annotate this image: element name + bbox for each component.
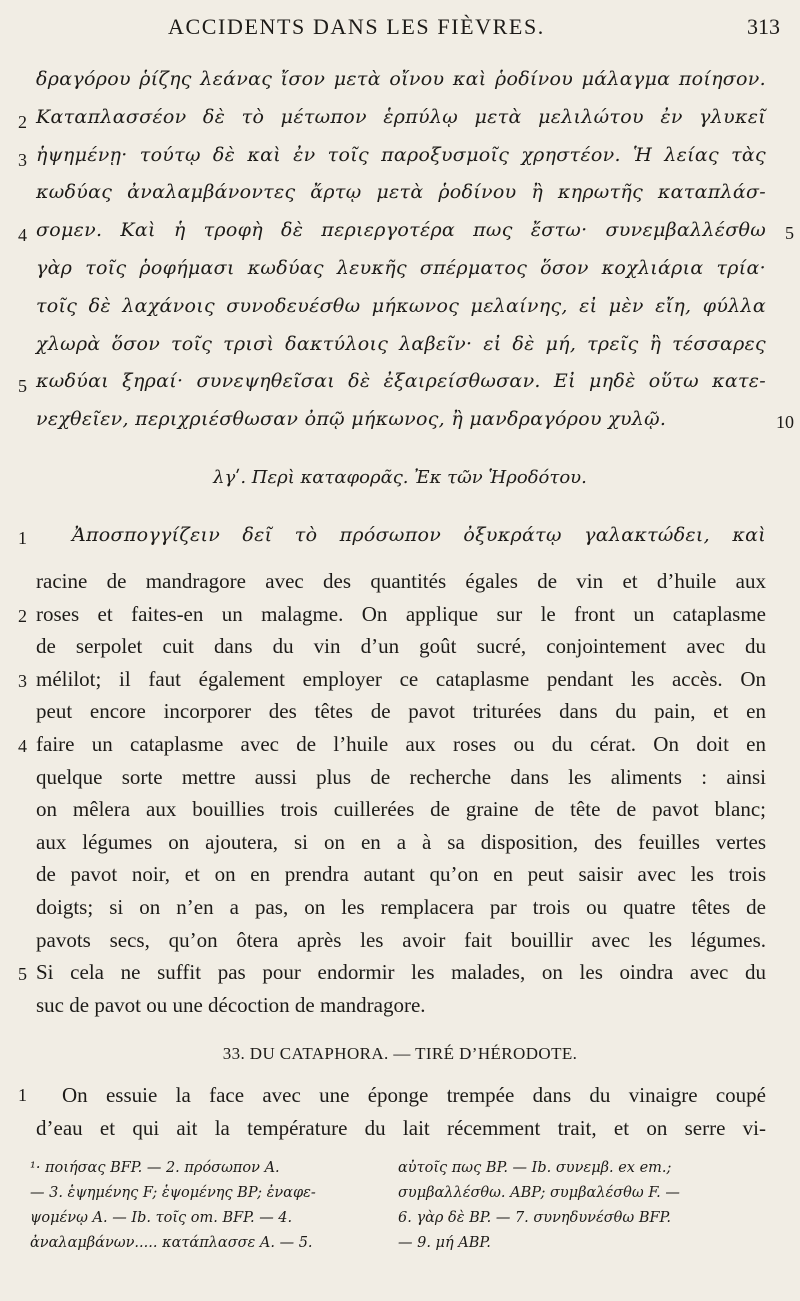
french-line <box>0 860 800 894</box>
french-section-heading: 33. DU CATAPHORA. — TIRÉ D’HÉRODOTE. <box>222 1044 578 1063</box>
running-header <box>0 14 800 48</box>
greek-line-text: κωδύαι ξηραί· συνεψηθεῖσαι δὲ ἐξαιρείσθωσαν. Εἰ μηδὲ οὕτω κατε- <box>36 370 766 393</box>
french-line-text: faire un cataplasme avec de l’huile aux roses ou du cérat. On doit en <box>36 732 766 756</box>
greek-line <box>0 179 800 213</box>
running-title: ACCIDENTS DANS LES FIÈVRES. <box>168 14 545 39</box>
french-line-text: doigts; si on n’en a pas, on les remplacera par trois ou quatre têtes de <box>36 895 766 919</box>
greek-line <box>0 66 800 100</box>
footnote-line: αὐτοῖς πως BP. — Ib. συνεμβ. ex em.; <box>398 1160 672 1176</box>
line-number-right: 10 <box>776 412 794 433</box>
french-line <box>0 763 800 797</box>
line-number-left: 2 <box>18 605 27 626</box>
french-line <box>0 1114 800 1148</box>
greek-line <box>0 255 800 289</box>
greek-line <box>0 104 800 138</box>
greek-line-text: νεχθεῖεν, περιχριέσθωσαν ὀπῷ μήκωνος, ἢ μανδραγόρου χυλῷ. <box>36 408 667 431</box>
footnote-line: ψομένῳ A. — Ib. τοῖς om. BFP. — 4. <box>30 1210 293 1226</box>
french-line-text: de pavot noir, et on en prendra autant qu’on en peut saisir avec les trois <box>36 862 766 887</box>
greek-line <box>0 293 800 327</box>
french-line-text: quelque sorte mettre aussi plus de recherche dans les aliments : ainsi <box>36 764 766 789</box>
french-line-text: d’eau et qui ait la température du lait récemment trait, et on serre vi- <box>36 1116 766 1140</box>
line-number-left: 1 <box>18 528 27 548</box>
greek-line <box>0 368 800 402</box>
greek-line-text: τοῖς δὲ λαχάνοις συνοδευέσθω μήκωνος μελαίνης, εἰ μὲν εἴη, φύλλα <box>36 294 766 317</box>
french-line <box>0 665 800 699</box>
footnotes-right-column <box>398 1156 798 1256</box>
greek-line-text: Ἀποσπογγίζειν δεῖ τὸ πρόσωπον ὀξυκράτῳ γαλακτώδει, καὶ <box>72 524 766 546</box>
french-line-text: peut encore incorporer des têtes de pavot triturées dans du pain, et en <box>36 699 766 724</box>
footnote-line: 6. γὰρ δὲ BP. — 7. συνηδυνέσθω BFP. <box>398 1210 671 1226</box>
french-line-text: On essuie la face avec une éponge trempée dans du vinaigre coupé <box>62 1083 766 1107</box>
french-line-text: aux légumes on ajoutera, si on en a à sa disposition, des feuilles vertes <box>36 829 766 854</box>
french-line <box>0 600 800 634</box>
line-number-left: 4 <box>18 736 27 756</box>
french-line <box>0 1081 800 1115</box>
greek-line <box>0 331 800 365</box>
french-line-text: pavots secs, qu’on ôtera après les avoir fait bouillir avec les légumes. <box>36 927 766 952</box>
french-line-text: Si cela ne suffit pas pour endormir les malades, on les oindra avec du <box>36 960 766 985</box>
line-number-left: 2 <box>18 111 27 132</box>
french-line-text: racine de mandragore avec des quantités égales de vin et d’huile aux <box>36 569 766 593</box>
greek-line-text: κωδύας ἀναλαμβάνοντες ἄρτῳ μετὰ ῥοδίνου ἢ κηρωτῆς καταπλάσ- <box>36 181 766 204</box>
greek-line <box>0 406 800 440</box>
french-line <box>0 958 800 992</box>
line-number-right: 5 <box>785 223 794 244</box>
french-line-text: de serpolet cuit dans du vin d’un goût sucré, conjointement avec du <box>36 634 766 659</box>
greek-line <box>0 217 800 251</box>
footnote-line: — 9. μή ABP. <box>398 1235 491 1251</box>
line-number-left: 3 <box>18 670 27 691</box>
french-line <box>0 730 800 764</box>
footnote-line: συμβαλλέσθω. ABP; συμβαλέσθω F. — <box>398 1185 680 1201</box>
line-number-left: 4 <box>18 225 27 246</box>
footnotes-left-column <box>30 1156 390 1256</box>
greek-line <box>0 142 800 176</box>
page-number: 313 <box>747 14 780 39</box>
greek-line-text: γὰρ τοῖς ῥοφήμασι κωδύας λευκῆς σπέρματος ὅσον κοχλιάρια τρία· <box>36 257 766 279</box>
french-line <box>0 795 800 829</box>
french-line-text: mélilot; il faut également employer ce cataplasme pendant les accès. On <box>36 666 766 691</box>
french-line-text: suc de pavot ou une décoction de mandragore. <box>36 992 426 1017</box>
greek-line-text: δραγόρου ῥίζης λεάνας ἴσον μετὰ οἴνου καὶ ῥοδίνου μάλαγμα ποίησον. <box>36 68 766 90</box>
french-line <box>0 926 800 960</box>
greek-line-text: Καταπλασσέον δὲ τὸ μέτωπον ἑρπύλῳ μετὰ μελιλώτου ἐν γλυκεῖ <box>36 105 766 128</box>
footnote-line: — 3. ἑψημένης F; ἑψομένης BP; ἐναφε- <box>30 1185 316 1201</box>
french-line <box>0 893 800 927</box>
french-line <box>0 697 800 731</box>
french-line <box>0 567 800 601</box>
french-line <box>0 991 800 1025</box>
french-line-text: on mêlera aux bouillies trois cuillerées de graine de tête de pavot blanc; <box>36 797 766 822</box>
line-number-left: 5 <box>18 376 27 397</box>
greek-line-text: χλωρὰ ὅσον τοῖς τρισὶ δακτύλοις λαβεῖν· εἰ δὲ μή, τρεῖς ἢ τέσσαρες <box>36 332 766 355</box>
greek-line-after-heading <box>0 522 800 556</box>
footnote-line: ¹· ποιήσας BFP. — 2. πρόσωπον A. <box>30 1160 280 1176</box>
line-number-left: 5 <box>18 964 27 985</box>
french-line <box>0 632 800 666</box>
french-line-text: roses et faites-en un malagme. On applique sur le front un cataplasme <box>36 601 766 626</box>
french-line <box>0 828 800 862</box>
greek-line-text: σομεν. Καὶ ἡ τροφὴ δὲ περιεργοτέρα πως ἔστω· συνεμβαλλέσθω <box>36 219 766 242</box>
greek-section-heading: λγʹ. Περὶ καταφορᾶς. Ἐκ τῶν Ἡροδότου. <box>213 467 587 488</box>
line-number-left: 3 <box>18 149 27 170</box>
greek-line-text: ἡψημένῃ· τούτῳ δὲ καὶ ἐν τοῖς παροξυσμοῖς χρηστέον. Ἡ λείας τὰς <box>36 143 766 166</box>
footnote-line: ἀναλαμβάνων..... κατάπλασσε A. — 5. <box>30 1235 313 1251</box>
line-number-left: 1 <box>18 1085 27 1105</box>
